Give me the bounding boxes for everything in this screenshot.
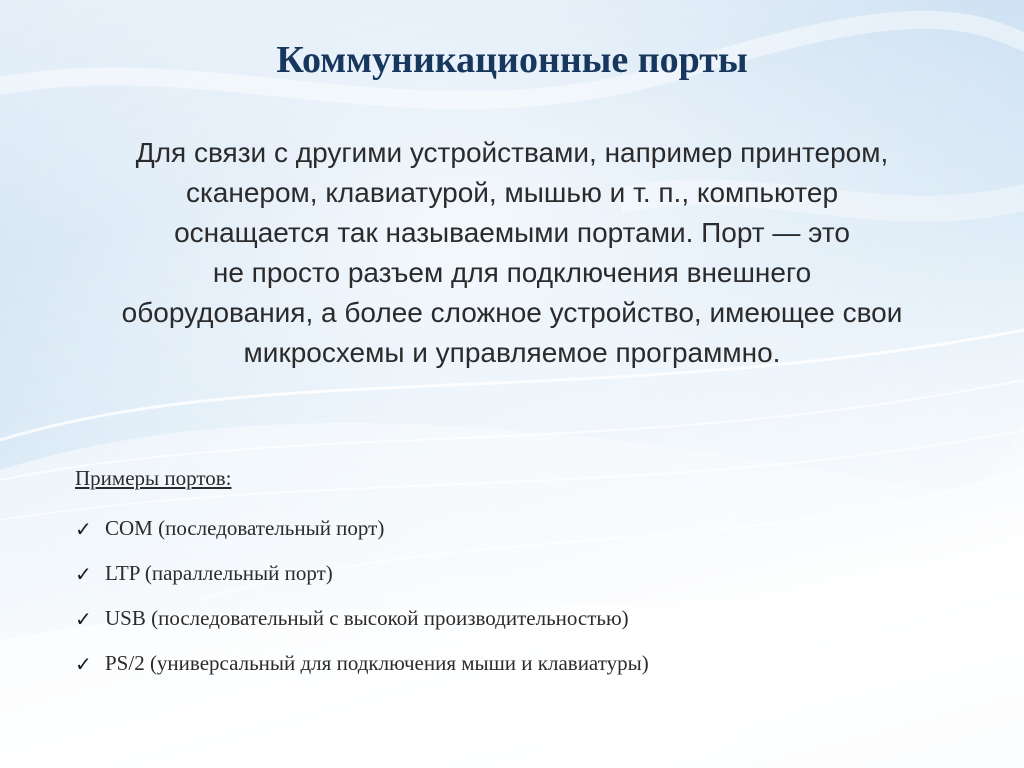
check-icon: ✓ xyxy=(75,516,92,541)
port-label: COM (последовательный порт) xyxy=(105,516,385,540)
list-item xyxy=(75,551,649,596)
description-line: оснащается так называемыми портами. Порт — это xyxy=(174,217,850,248)
description-line: сканером, клавиатурой, мышью и т. п., компьютер xyxy=(185,177,839,208)
slide-title: Коммуникационные порты xyxy=(276,39,748,81)
port-label: USB (последовательный с высокой производительностью) xyxy=(105,606,629,630)
list-item xyxy=(75,641,649,686)
list-item xyxy=(75,506,649,551)
list-item xyxy=(75,596,649,641)
port-label: LTP (параллельный порт) xyxy=(105,561,333,585)
ports-list xyxy=(75,506,649,686)
description-line: Для связи с другими устройствами, например принтером, xyxy=(135,137,889,168)
description-line: микросхемы и управляемое программно. xyxy=(243,337,781,368)
description-line: оборудования, а более сложное устройство, имеющее свои xyxy=(121,297,903,328)
port-label: PS/2 (универсальный для подключения мыши и клавиатуры) xyxy=(105,651,649,675)
description-line: не просто разъем для подключения внешнего xyxy=(212,257,812,288)
examples-heading: Примеры портов: xyxy=(75,466,232,490)
check-icon: ✓ xyxy=(75,606,92,631)
description-paragraph xyxy=(60,133,964,373)
check-icon: ✓ xyxy=(75,561,92,586)
check-icon: ✓ xyxy=(75,651,92,676)
